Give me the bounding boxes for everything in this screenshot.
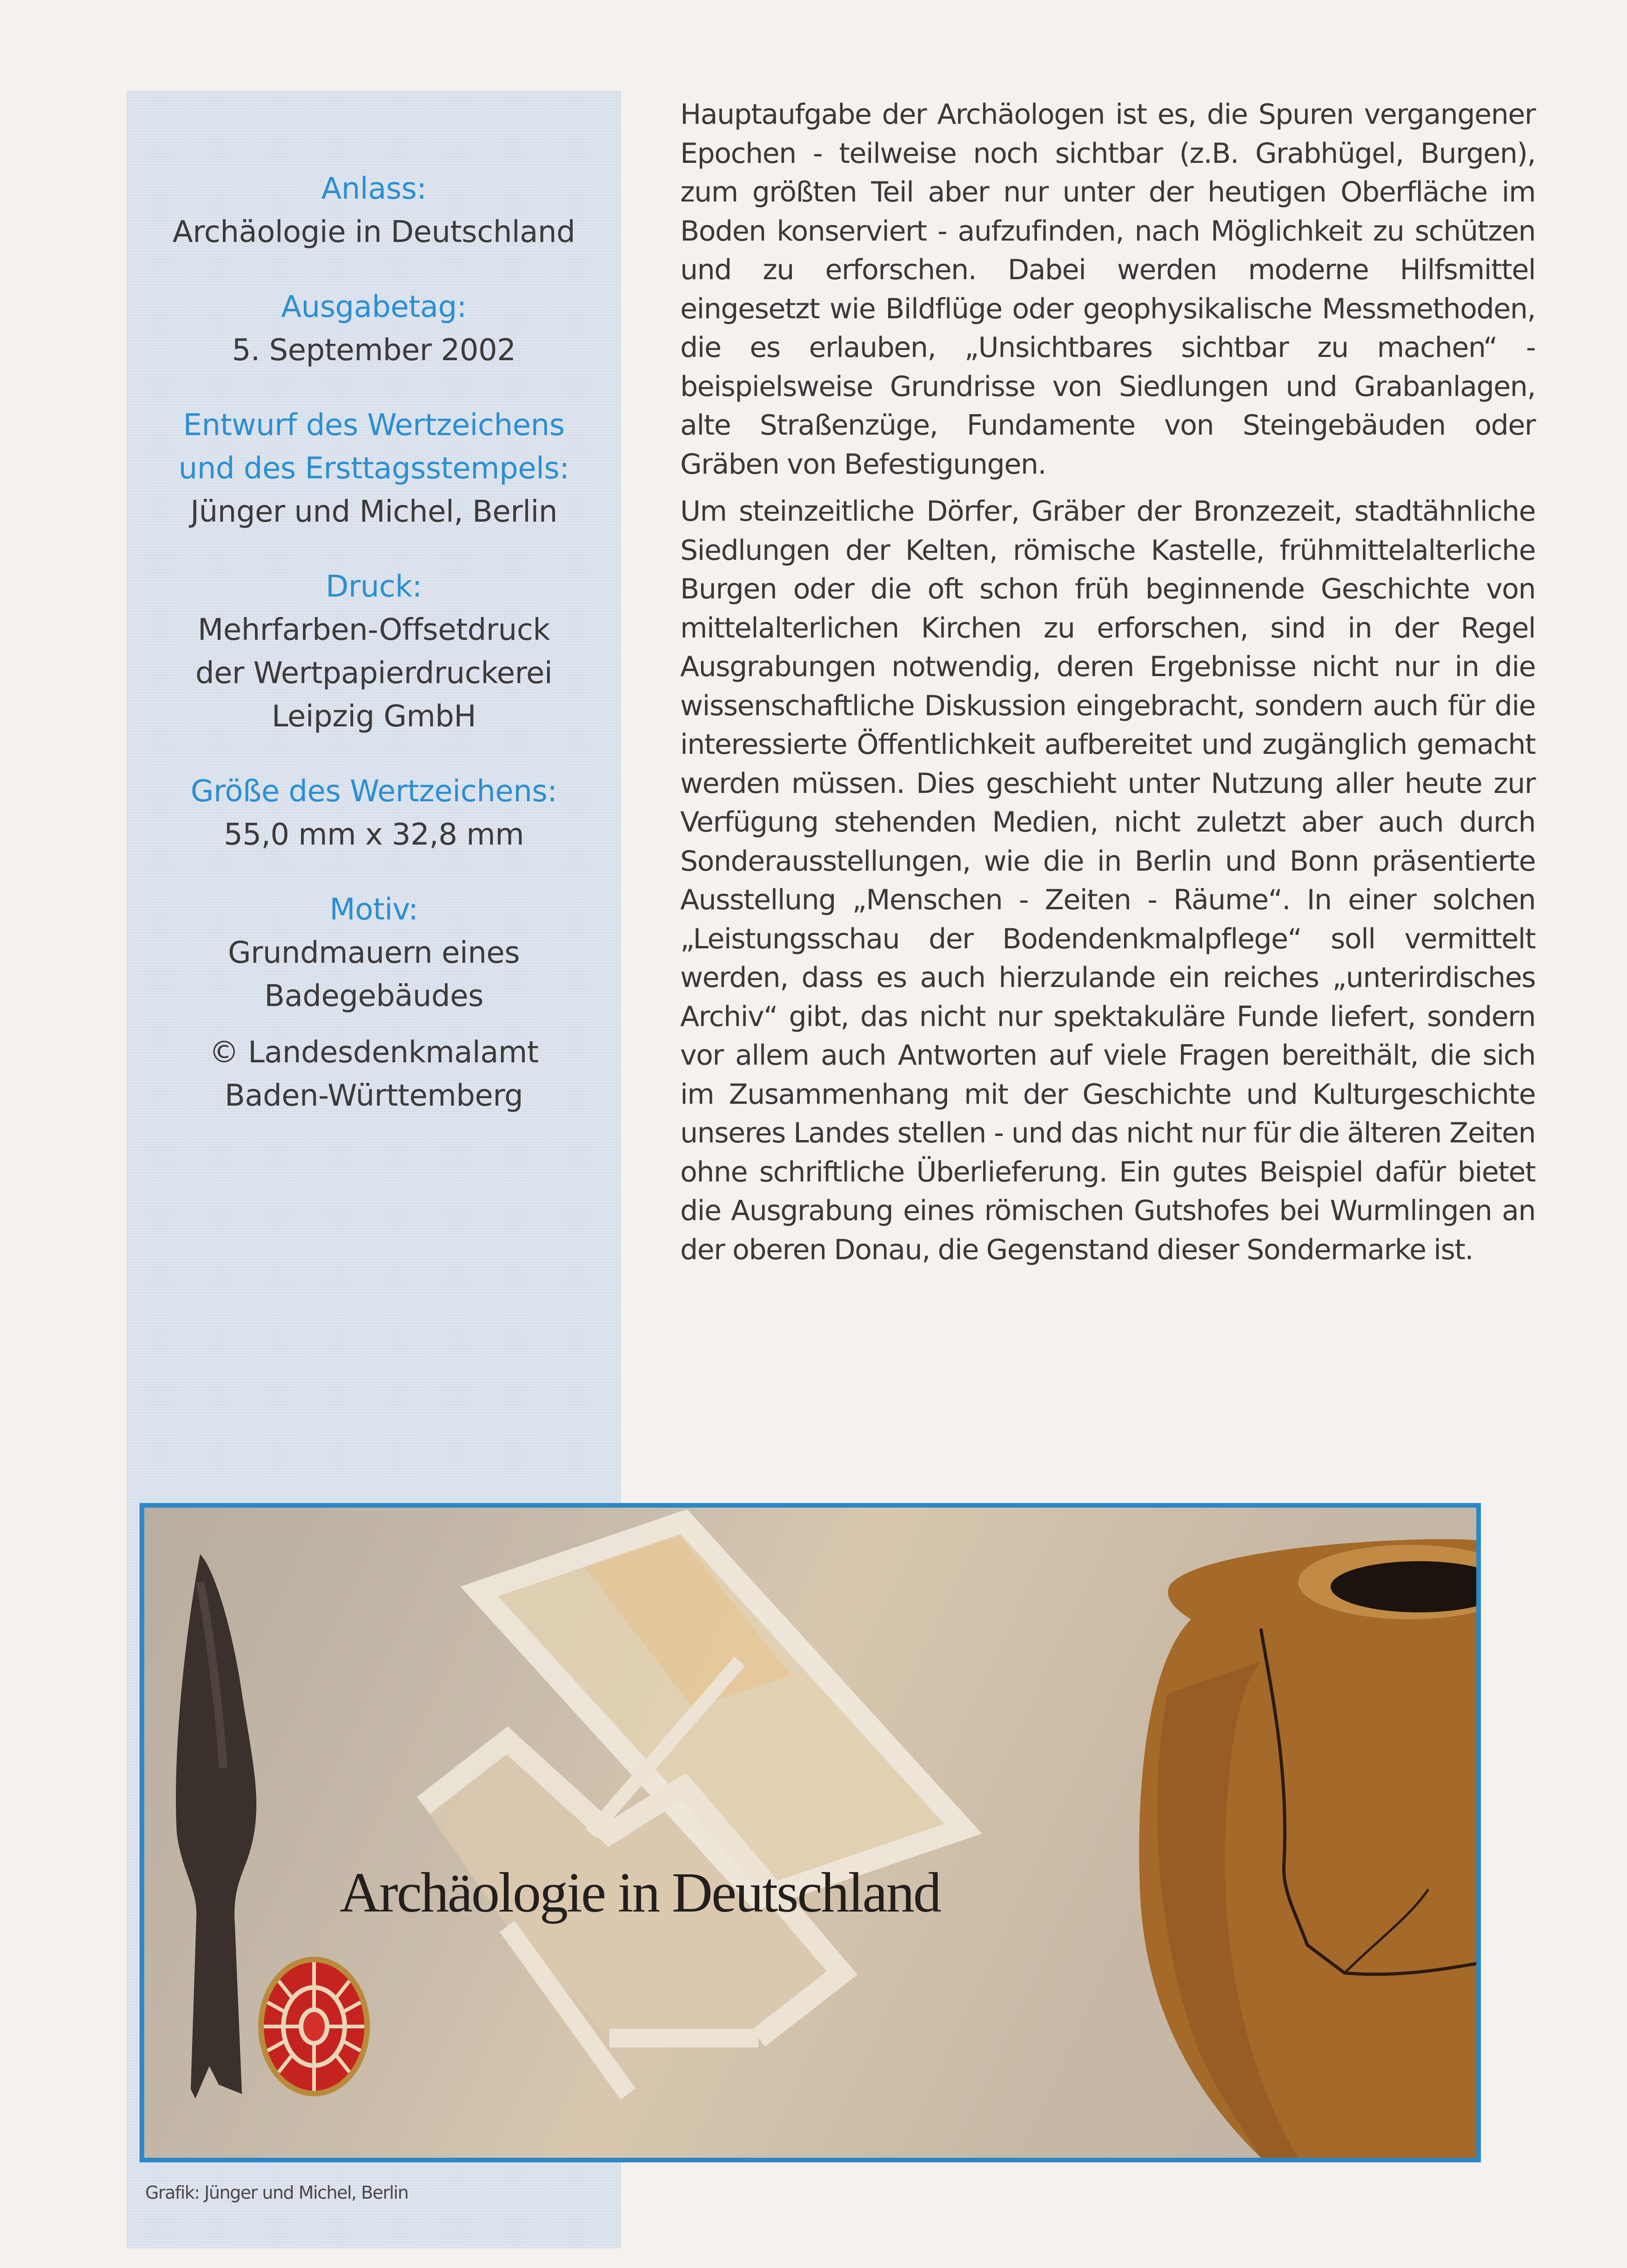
fact-label: Druck: (326, 570, 422, 604)
fact-value: Mehrfarben-Offsetdruck der Wertpapierdruckerei Leipzig GmbH (195, 613, 553, 734)
fact-design (127, 404, 621, 534)
fact-value: Archäologie in Deutschland (172, 215, 576, 249)
foundation-walls (423, 1522, 963, 2094)
artwork-illustration (144, 1508, 1476, 2158)
clay-vessel-icon (1139, 1539, 1476, 2158)
paragraph: Hauptaufgabe der Archäologen ist es, die Spuren vergangener Epochen - teilweise noch sichtbar (z.B. Grabhügel, Burgen), zum größten Teil aber nur unter der heutigen Oberfläche im Boden konserviert - aufzufinden, nach Möglichkeit zu schützen und zu erforschen. Dabei werden moderne Hilfsmittel eingesetzt wie Bildflüge oder geophysikalische Messmethoden, die es erlauben, „Unsichtbares sichtbar zu machen“ - beispielsweise Grundrisse von Siedlungen und Grabanlagen, alte Straßenzüge, Fundamente von Steingebäuden oder Gräben von Befestigungen. (680, 98, 1535, 481)
fact-label: Motiv: (329, 892, 418, 927)
fact-label: Anlass: (321, 172, 427, 206)
fact-size (127, 770, 621, 857)
fact-value: 5. September 2002 (232, 333, 516, 368)
fact-printing (127, 565, 621, 738)
fact-label: Entwurf des Wertzeichens und des Ersttagsstempels: (178, 408, 569, 486)
fact-occasion (127, 168, 621, 254)
fact-motif (127, 888, 621, 1018)
spearhead-icon (176, 1554, 256, 2099)
brooch-icon (258, 1957, 370, 2096)
stamp-artwork (140, 1503, 1481, 2162)
photo-credit: © Landesdenkmalamt Baden-Württemberg (209, 1035, 539, 1113)
fact-value: 55,0 mm x 32,8 mm (223, 818, 524, 852)
artwork-title: Archäologie in Deutschland (340, 1861, 940, 1924)
stamp-facts (127, 168, 621, 1118)
graphic-credit: Grafik: Jünger und Michel, Berlin (145, 2182, 408, 2203)
fact-value: Jünger und Michel, Berlin (190, 495, 557, 529)
fact-label: Ausgabetag: (281, 290, 467, 324)
fact-value: Grundmauern eines Badegebäudes (228, 936, 520, 1013)
fact-issue-date (127, 286, 621, 372)
article-body (680, 95, 1535, 1278)
fact-label: Größe des Wertzeichens: (190, 774, 557, 809)
paragraph: Um steinzeitliche Dörfer, Gräber der Bronzezeit, stadtähnliche Siedlungen der Kelten, römische Kastelle, frühmittelalterliche Burgen oder die oft schon früh beginnende Geschichte von mittelalterlichen Kirchen zu erforschen, sind in der Regel Ausgrabungen notwendig, deren Ergebnisse nicht nur in die wissenschaftliche Diskussion eingebracht, sondern auch für die interessierte Öffentlichkeit aufbereitet und zugänglich gemacht werden müssen. Dies geschieht unter Nutzung aller heute zur Verfügung stehenden Medien, nicht zuletzt aber auch durch Sonderausstellungen, wie die in Berlin und Bonn präsentierte Ausstellung „Menschen - Zeiten - Räume“. In einer solchen „Leistungsschau der Bodendenkmalpflege“ soll vermittelt werden, dass es auch hierzulande ein reiches „unterirdisches Archiv“ gibt, das nicht nur spektakuläre Funde liefert, sondern vor allem auch Antworten auf viele Fragen bereithält, die sich im Zusammenhang mit der Geschichte und Kulturgeschichte unseres Landes stellen - und das nicht nur für die älteren Zeiten ohne schriftliche Überlieferung. Ein gutes Beispiel dafür bietet die Ausgrabung eines römischen Gutshofes bei Wurmlingen an der oberen Donau, die Gegenstand dieser Sondermarke ist. (680, 495, 1535, 1266)
